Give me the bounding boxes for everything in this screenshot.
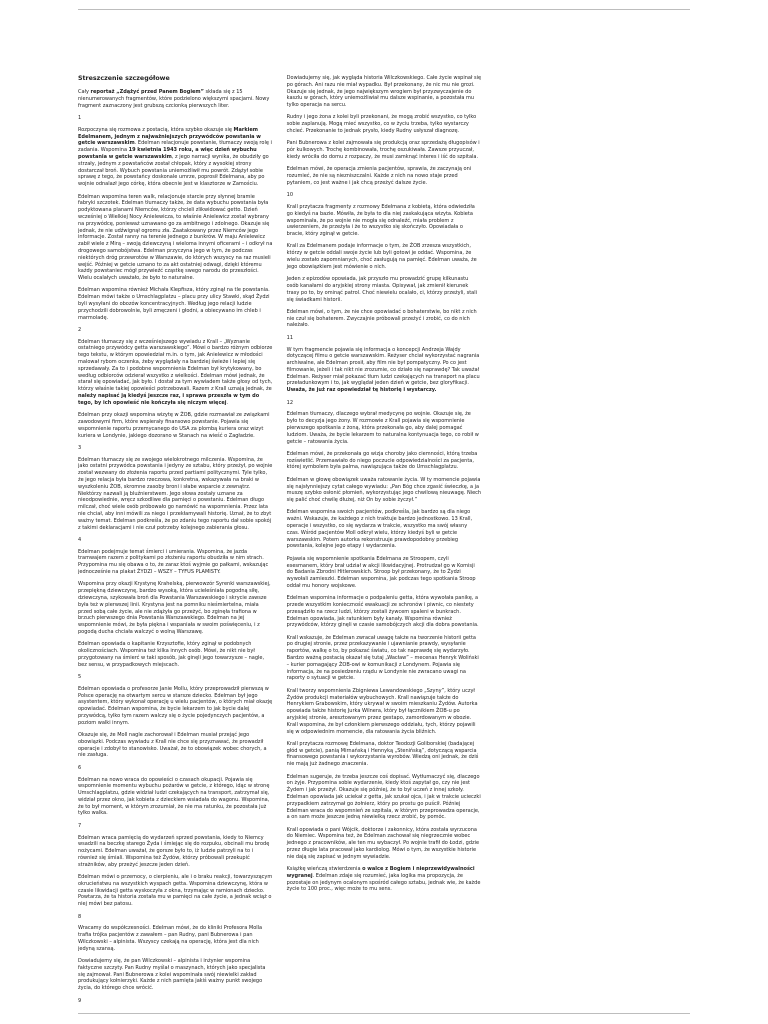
section-paragraph bbox=[78, 874, 273, 908]
section-paragraph bbox=[78, 287, 273, 321]
text-run: Dowiadujemy się, jak wygląda historia Wilczkowskiego. Całe życie wspinał się po górach. Ani razu nie miał wypadku. Był przekonany, że nic mu nie grozi. Okazuje się jednak, że jego największym wrogiem był przyzwyczajenie do kaszlu w górach, który uniemożliwiał mu dalsze wspinanie, a pozostała mu tylko operacja na sercu. bbox=[286, 75, 482, 109]
section-number: 11 bbox=[286, 334, 294, 341]
text-columns bbox=[78, 12, 690, 1012]
text-run: Dowiadujemy się, że pan Wilczkowski – alpinista i inżynier wspomina faktyczne szczyty. Pan Rudny myślał o maszynach, których jako specjalista się zajmował. Pani Bubnerowa z kolei wspominała swój niewielki zakład produkujący kołnierzyki. Każde z nich pamięta jakiś ważny punkt swojego życia, do którego chce wrócić. bbox=[78, 958, 266, 992]
text-run: . bbox=[226, 399, 229, 406]
text-run: Krall przytacza fragmenty z rozmowy Edelmana z kobietą, która odwiedziła go kiedyś na bazie. Mówiła, że była to dla niej zaskakująca wizyta. Kobieta wspominała, że po wojnie nie mogła się odnaleźć, miała problem z uwierzeniem, że przeżyła i że to wszystko się skończyło. Opowiadała o bracie, który zginął w getcie. bbox=[286, 203, 475, 238]
text-run: Edelman wraca pamięcią do wydarzeń sprzed powstania, kiedy to Niemcy wsadzili na beczkę starego Żyda i śmiejąc się do rozpuku, obcinali mu brodę nożycami. Edelman uważał, że gorsze było to, iż ludzie patrzyli na to i również się śmiali. Wspomina też Żydów, którzy próbowali przekupić strażników, aby przeżyć jeszcze jeden dzień. bbox=[78, 834, 270, 868]
section-number: 12 bbox=[286, 399, 294, 406]
text-run: Edelman tłumaczy się z wcześniejszego wywiadu z Krall – „Wyznanie ostatniego przywódcy getta warszawskiego”. Mówi o bardzo różnym odbiorze tego tekstu, w którym opowiedział m.in. o tym, jak Anielewicz w młodości malował rybom oczenka, żeby wyglądały na bardziej świeże i lepiej się sprzedawały. Za to i podobne wspomnienia Edelman był krytykowany, bo według odbiorców odzierał wszystko z wielkości. Edelman mówi jednak, że starał się opowiadać, jak było. I dostał za tym wywiadem także głosy od tych, którzy właśnie takiej opowieści potrzebowali. Razem z Krall uznają jednak, że bbox=[78, 338, 273, 393]
section-paragraph bbox=[287, 166, 482, 186]
page-heading: Streszczenie szczegółowe bbox=[78, 75, 170, 82]
text-run: Krall tworzy wspomnienia Zbigniewa Lewandowskiego „Szyny”, który uczył Żydów produkcji materiałów wybuchowych. Krall nawiązuje także do Henrykiem Grabowskim, który ukrywał w swoim mieszkaniu Żydów. Autorka opowiada także historię Jurka Wilnera, który był łącznikiem ŻOB-u po aryjskiej stronie, aresztowanym przez gestapo, zamordowanym w obozie. Krall wspomina, że był członkiem pierwszego oddziału, tych, którzy pojawili się w odpowiednim momencie, dla ratowania życia bliźnich. bbox=[286, 687, 478, 735]
text-run: Rozpoczyna się rozmowa z postacią, która szybko okazuje się bbox=[78, 126, 234, 133]
text-run: Edelman mówi, o tym, że nie chce opowiadać o bohaterstwie, bo nikt z nich nie czuł się bohaterem. Zwyczajnie próbowali przeżyć i zrobić, co do nich należało. bbox=[286, 308, 477, 329]
section-paragraph bbox=[287, 635, 482, 683]
section-paragraph bbox=[78, 194, 273, 282]
section-number: 9 bbox=[78, 997, 82, 1004]
text-run: Edelman tłumaczy się ze swojego wielokrotnego milczenia. Wspomina, że jako ostatni przywódca powstania i jedyny ze sztabu, który przeżył, po wojnie został wezwany do złożenia raportu przed partiami politycznymi. Tyle tylko, że jego relacja była bardzo rzeczowa, konkretna, wskazywała na braki w wyszkoleniu ŻOB, skromne zasoby broni i słabe wsparcie z zewnątrz. Niektórzy nazwali ją bluźnierstwem. Jego słowa zostały uznane za nieodpowiednie, wręcz szkodliwe dla pamięci o powstaniu. Edelman długo milczał, choć wiele osób próbowało go namówić na wspomnienia. Przez lata nie chciał, aby inni mówili za niego i przekłamywali historię. Uznał, że to zbyt ważny temat. Edelman podkreśla, że po zdaniu tego raportu dał sobie spokój z takimi deklaracjami i nie czuł potrzeby kolejnego zabierania głosu. bbox=[78, 456, 273, 531]
section-paragraph bbox=[287, 114, 482, 134]
text-run: W tym fragmencie pojawia się informacja o koncepcji Andrzeja Wajdy dotyczącej filmu o getcie warszawskim. Reżyser chciał wykorzystać nagrania archiwalne, ale Edelman prosił, aby film nie był pompatyczny. Po co jest filmowanie, jeżeli i tak nikt nie zrozumie, co działo się naprawdę? Tak uważał Edelman. Reżyser miał pokazać tłum ludzi czekających na transport na placu przeładunkowym i to, jak wyglądał jeden dzień w getcie, bez gloryfikacji. bbox=[286, 346, 480, 387]
text-run: Krall wskazuje, że Edelman zwracał uwagę także na tworzenie historii getta po drugiej stronie, przez przekazywanie i ujawnianie prawdy, wysyłanie raportów, walkę o to, by pokazać światu, co tak naprawdę się wydarzyło. Bardzo ważną postacią okazał się tutaj „Wacław” – mecenas Henryk Woliński – kurier pomagający ŻOB-owi w komunikacji z Londynem. Pojawia się informacja, że na posiedzeniu rządu w Londynie nie zwracano uwagi na raporty o sytuacji w getcie. bbox=[286, 634, 479, 682]
section-paragraph bbox=[78, 127, 273, 188]
text-run: Rudny i jego żona z kolei byli przekonani, że mogą zrobić wszystko, co tylko sobie zaplanują. Mogą mieć wszystko, co w życiu trzeba, tylko wystarczy chcieć. Przekonanie to jednak prysło, kiedy Rudny usłyszał diagnozę. bbox=[286, 114, 477, 135]
section-paragraph bbox=[78, 641, 273, 668]
text-run: Edelman mówi, że operacja zmienia pacjentów, sprawia, że zaczynają oni rozumieć, że nie są niezniszczalni. Każde z nich na nowo staje przed pytaniem, co jest ważne i jak chcą przeżyć dalsze życie. bbox=[286, 166, 472, 186]
section-paragraph bbox=[78, 835, 273, 869]
section-paragraph bbox=[287, 309, 482, 329]
section-paragraph bbox=[78, 686, 273, 727]
section-number: 3 bbox=[78, 444, 82, 451]
section-paragraph bbox=[287, 866, 482, 893]
section-paragraph bbox=[287, 827, 482, 861]
text-run: Edelman mówi, że przekonała go wizja choroby jako ciemności, którą trzeba rozświetlić. Przemawiało do niego poczucie odpowiedzialności za pacjenta, której symbolem była palma, nawiązująca także do Umschlagplatzu. bbox=[286, 450, 478, 471]
text-run: . Edelman zdaje się rozumieć, jaka logika ma propozycja, że pozostaje on jedynym ocalonym spośród całego sztabu, jednak wie, że każde życie to 100 proc., więc może to mu sens. bbox=[286, 872, 481, 893]
text-run: Wspomina przy okazji Krystynę Krahelską, pierwowzór Syrenki warszawskiej, przepiękną dziewczynę, bardzo wysoką, która ucieleśniała pogodną siłę, dziewczyna, szykowała broń dla Powstania Warszawskiego i skrycie zawsze była też w pierwszej linii. Krystyna jest na pomniku nieśmiertelna, miała przed sobą całe życie, ale nie zdążyła go przeżyć, bo zginęła trafiona w brzuch pierwszego dnia Powstania Warszawskiego. Edelman na jej wspomnienie mówi, że była piękna i wspaniała w swoim poświęceniu, i z pogodą ducha chciała walczyć o wolną Warszawę. bbox=[78, 581, 271, 635]
text-run: Edelman wspomina swoich pacjentów, podkreśla, jak bardzo są dla niego ważni. Wskazuje, że każdego z nich traktuje bardzo jednostkowo. 13 Krall, operacje i wszystko, co się wydarza w trakcie, wszystko ma swój własny czas. Wśród pacjentów Moll odkrył wielu, którzy kiedyś byli w getcie warszawskim. Potem autorka rekonstruuje prawdopodobny przebieg powstania, kolejne jego etapy i wydarzenia. bbox=[286, 509, 473, 550]
text-run: . Edelman relacjonuje powstanie, tłumaczy swoją rolę i zadania. Wspomina bbox=[78, 140, 272, 154]
intro-paragraph: Cały reportaż „Zdążyć przed Panem Bogiem” składa się z 15 nienumerowanych fragmentów, które podzielono większymi spacjami. Nowy fragment zaznaczony jest grubszą czcionką pierwszych liter. bbox=[78, 89, 270, 109]
section-number: 5 bbox=[78, 673, 82, 680]
section-paragraph bbox=[287, 347, 482, 395]
sections bbox=[78, 75, 481, 1012]
section-paragraph bbox=[287, 411, 482, 445]
text-run: Edelman opowiada o profesorze Janie Mollu, który przeprowadził pierwszą w Polsce operację na otwartym sercu w starsze dziecko. Edelman był jego asystentem, który wykonał operację u wielu pacjentów, o których miał okazję opowiadać. Edelman wspomina, że bycie lekarzem to jak bycie dalej przywódcą, tylko tym razem walczy się o życie pojedynczych pacjentów, a poziom walki innym. bbox=[78, 685, 273, 726]
bold-run: Markiem Edelmanem, jednym z najważniejszych przywódców powstania w getcie warszawskim bbox=[78, 126, 261, 147]
text-run: Edelman opowiada o kapitanie Krzysztofie, który zginął w podobnych okolicznościach. Wspomina też kilka innych osób. Mówi, że nikt nie był przygotowany na śmierć w taki sposób, jak ginęli jego towarzysze – nagle, bez sensu, w przypadkowych miejscach. bbox=[78, 641, 265, 668]
text-run: Krall za Edelmanem podaje informacje o tym, że ŻOB zrzesza wszystkich, którzy w getcie oddali swoje życie lub byli gotowi je oddać. Wspomina, że wielu zostało zapomnianych, choć zasługują na pamięć. Edelman uważa, że jego obowiązkiem jest mówienie o nich. bbox=[286, 243, 477, 270]
text-run: Pojawia się wspomnienie spotkania Edelmana ze Stroopem, czyli esesmanem, który brał udział w akcji likwidacyjnej. Protrudzał go w Komisji do Badania Zbrodni Hitlerowskich. Stroop był przekonany, że to Żydzi wywołali zamieszki. Edelman wspomina, jak podczas tego spotkania Stroop oddał mu honory wojskowe. bbox=[286, 555, 476, 589]
section-paragraph bbox=[287, 276, 482, 303]
text-run: Edelman na nowo wraca do opowieści o czasach okupacji. Pojawia się wspomnienie momentu wybuchu pożarów w getcie, z którego, idąc w stronę Umschlagplatzu, gdzie widział ludzi czekających na transport, zatrzymał się, widział przez okno, jak kobieta z dzieckiem wsiadała do wagonu. Wspomina, że to był moment, w którym zrozumiał, że nie ma ratunku, że pozostała już tylko walka. bbox=[78, 776, 270, 817]
text-run: Wracamy do współczesności. Edelman mówi, że do kliniki Profesora Molla trafia trójka pacjentów z zawałem – pan Rudny, pani Bubnerowa i pan Wilczkowski – alpinista. Wszyscy czekają na operację, która jest dla nich jedyną szansą. bbox=[78, 925, 263, 952]
text-run: Edelman mówi o przemocy, o cierpieniu, ale i o braku reakcji, towarzyszącym okrucieństwu na wszystkich wyspach getta. Wspomina dziewczynę, która w czasie likwidacji getta wyskoczyła z okna, trzymając w ramionach dziecko. Powtarza, że ta historia została mu w pamięci na całe życie, a jednak wciąż o niej mówi bez patosu. bbox=[78, 874, 273, 908]
section-paragraph bbox=[78, 732, 273, 759]
text-run: Edelman w głowę obowiązek uważa ratowanie życia. W ty momencie pojawia się najsłynniejszy cytat całego wywiadu: „Pan Bóg chce zgasić świeczkę, a ja muszę szybko osłonić płomień, wykorzystując jego chwilową nieuwagę. Niech się palić choć chwilę dłużej, niż On by sobie życzył.” bbox=[286, 476, 482, 504]
text-run: Jeden z epizodów opowiada, jak przyszło mu prowadzić grupę kilkunastu osób kanałami do aryjskiej strony miasta. Opisywał, jak zmienił kierunek trasy po to, by ominąć patrol. Choć niewielu ocalało, ci, którzy przeżyli, stali się świadkami historii. bbox=[286, 276, 478, 303]
text-run: Edelman tłumaczy, dlaczego wybrał medycynę po wojnie. Okazuje się, że było to decyzja jego żony. W rozmowie z Krall pojawia się wspomnienie pierwszego spotkania z żoną, która przekonała go, aby dalej pomagać ludziom. Uważa, że bycie lekarzem to naturalna kontynuacja tego, co robił w getcie – ratowania życia. bbox=[286, 411, 479, 445]
section-paragraph bbox=[287, 741, 482, 768]
section-paragraph bbox=[287, 75, 482, 109]
bold-run: o walce z Bogiem i nieprzewidywalności wygranej bbox=[286, 866, 475, 879]
section-paragraph bbox=[287, 204, 482, 238]
section-paragraph bbox=[78, 925, 273, 952]
section-paragraph bbox=[287, 556, 482, 590]
top-divider bbox=[78, 9, 690, 10]
section-number: 6 bbox=[78, 764, 82, 771]
text-run: Edelman wspomina informacje o podpaleniu getta, która wywołała panikę, a przede wszystkim konieczność ewakuacji ze schronów i piwnic, co niestety przesądziło na rzecz ludzi, którzy zostali żywcem spaleni w bunkrach. Edelman opowiada, jak ratunkiem były kanały. Wspomina również przywódców, którzy ginęli w czasie samobójczych akcji dla dobra powstania. bbox=[286, 595, 479, 629]
section-paragraph bbox=[287, 509, 482, 550]
section-paragraph bbox=[287, 688, 482, 736]
section-number: 8 bbox=[78, 913, 82, 920]
section-paragraph bbox=[287, 451, 482, 471]
section-paragraph bbox=[78, 457, 273, 532]
section-number: 7 bbox=[78, 822, 82, 829]
section-number: 2 bbox=[78, 326, 82, 333]
text-run: Edelman sugeruje, że trzeba jeszcze coś dopisać. Wytłumaczyć się, dlaczego on żyje. Przypomina sobie wydarzenie, kiedy ktoś zapytał go, czy nie jest Żydem i jak przeżył. Okazuje się później, że to był uczeń z innej szkoły. Edelman opowiada jak uciekał z getta, jak szukał ojca, i jak w trakcie ucieczki przypadkiem zatrzymał go żołnierz, który po prostu go puścił. Później Edelman wraca do wspomnień ze szpitala, w którym przeprowadza operacje, a on sam może jeszcze jedną niewielką rzecz zrobić, by pomóc. bbox=[286, 773, 481, 821]
section-paragraph bbox=[78, 581, 273, 635]
text-run: Edelman przy okazji wspomina wizytę w ŻOB, gdzie rozmawiał ze związkami zawodowymi firm, które wspierały finansowo powstanie. Pojawia się wspomnienie raportu przemycanego do USA za plombą kuriera oraz wizyt kuriera w Londynie, jakiego dozorano w Stanach na wieść o Zagładzie. bbox=[78, 412, 270, 439]
section-paragraph bbox=[78, 339, 273, 407]
bold-run: 19 kwietnia 1943 roku, a więc dzień wybuchu powstania w getcie warszawskim bbox=[78, 147, 257, 161]
section-paragraph bbox=[287, 595, 482, 629]
text-run: , z jego narracji wynika, że obudziły go strzały, jednym z powstańców został chłopak, który z wysokiej strony dostarczał broń. Wybuch powstania uniemożliwił mu powrót. Zdążył sobie sprawę z tego, że powstańcy doskonale umrze, poprosił Edelmana, aby po wojnie odnalazł jego córkę, która obecnie jest w klasztorze w Zamościu. bbox=[78, 154, 269, 188]
section-paragraph bbox=[78, 958, 273, 992]
bottom-divider bbox=[78, 1013, 690, 1014]
section-number: 10 bbox=[286, 192, 294, 199]
text-run: Pani Bubnerowa z kolei zajmowała się produkcją oraz sprzedażą długopisów i pór kulkowych. Trochę kombinowała, trochę oszukiwała. Zawsze przyuczał, kiedy wróciła do domu z rozpaczy, że musi zamknąć interes i iść do szpitala. bbox=[286, 140, 480, 160]
text-run: Krall opowiada o pani Wójcik, doktorze i zakonnicy, która została wyrzucona do Niemiec. Wspomina też, że Edelman zachował się niegrzecznie wobec jednego z pracowników, ale ten mu wybaczył. Po wojnie trafił do Łodzi, gdzie przez długie lata pracował jako kardiolog. Mówi o tym, że wszystkie historie nie dają się zapisać w jednym wywiadzie. bbox=[286, 826, 480, 860]
section-paragraph bbox=[287, 243, 482, 270]
bold-run: należy napisać ją kiedyś jeszcze raz, i sprawa przeszła w tym do tego, by ich opowieść nie kończyła się niczym więcej bbox=[78, 393, 260, 406]
text-run: Edelman wspomina również Michała Klepfisza, który zginął na tle powstania. Edelman mówi także o Umschlagplatzu – placu przy ulicy Stawki, skąd Żydzi byli wysyłani do obozów koncentracyjnych. Według jego relacji ludzie przychodzili dobrowolnie, byli zmęczeni i głodni, a obiecywano im chleb i marmoladę. bbox=[78, 287, 270, 321]
section-paragraph bbox=[287, 140, 482, 160]
section-paragraph bbox=[78, 412, 273, 439]
section-paragraph bbox=[287, 477, 482, 504]
text-run: Okazuje się, że Moll nagle zachorował i Edelman musiał przejąć jego obowiązki. Podczas wywiadu z Krall nie chce się przyznawać, że prowadził operacje i zdobył to stanowisko. Uważał, że to obowiązek wobec chorych, a nie zasługa. bbox=[78, 732, 267, 759]
section-paragraph bbox=[78, 777, 273, 818]
text-run: Krall przytacza rozmowę Edelmana, doktor Teodozji Goliborskiej (badającej głód w getcie), panią Mirnańską i Hennyką „Stenińską”, dotyczącą wsparcia finansowego powstania i wykorzystania wyrobów. Wiedzą oni jednak, że dziś nie mają już żadnego znaczenia. bbox=[286, 740, 479, 768]
section-number: 1 bbox=[78, 115, 82, 122]
section-paragraph bbox=[287, 774, 482, 822]
text-run: Edelman podejmuje temat śmierci i umierania. Wspomina, że jazda tramwajem razem z politykami po złożeniu raportu obudziła w nim strach. Przypomina mu się obawa o to, że zaraz ktoś wyjmie go pałkami, wskazując jednocześnie na plakat ŻYDZI – WSZY – TYFUS PLAMISTY. bbox=[78, 548, 269, 576]
bold-run: Uważa, że już raz opowiedział tę historię i wystarczy. bbox=[286, 387, 437, 394]
text-run: Książkę wieńczą stwierdzenia bbox=[286, 866, 363, 873]
text-run: Edelman wspomina teren walk, relacjonuje starcie przy słynnej bramie fabryki szczotek. Edelman tłumaczy także, że data wybuchu powstania była podyktowana planami Niemców, którzy chcieli zlikwidować getto. Dzień wcześniej o Wielkiej Nocy Anielewicza, to właśnie Anielewicz został wybrany na przywódcę, ponieważ uznawano go za ambitnego i zdolnego. Okazuje się jednak, że nie udźwignął ogromu zła. Zaatakowany przez Niemców jego informacje. Został ranny na terenie jednego z bunkrów. W maju Anielewicz zabił wiele z Mirą – swoją dziewczyną i wieloma innymi oficerami – i odkrył na drogowego samobójstwa. Edelman przyczyna jego w tym, że podczas niektórych dróg przewrotów w Warszawie, do których wszyscy na raz musieli wejść. Później w getcie uznano to za akt ostatniej odwagi, dzięki któremu każdy powstaniec mógł przywieźć cząstkę swego narodu do przeszłości. Wielu ocalałych uważało, że było to naturalne. bbox=[78, 193, 273, 282]
section-paragraph bbox=[78, 549, 273, 576]
section-number: 4 bbox=[78, 536, 82, 543]
